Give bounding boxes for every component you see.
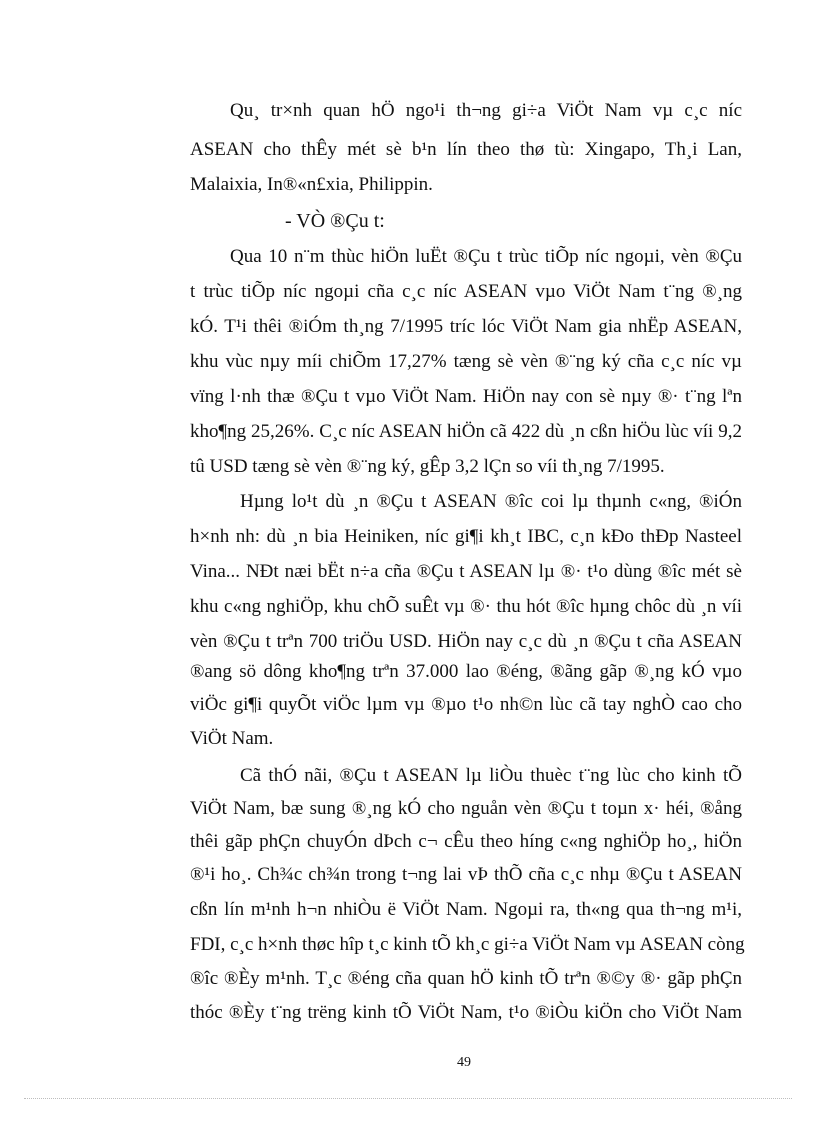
text-line: cßn lín m¹nh h¬n nhiÒu ë ViÖt Nam. Ngoµi ra, th«ng qua th¬ng m¹i,	[190, 899, 742, 920]
text-line: vèn ®Çu t trªn 700 triÖu USD. HiÖn nay c¸c dù ¸n ®Çu t cña ASEAN	[190, 631, 742, 652]
text-line: khu vùc nµy míi chiÕm 17,27% tæng sè vèn ®¨ng ký cña c¸c níc vµ	[190, 351, 742, 372]
text-line: tû USD tæng sè vèn ®¨ng ký, gÊp 3,2 lÇn so víi th¸ng 7/1995.	[190, 456, 665, 477]
text-line: thóc ®Èy t¨ng trëng kinh tÕ ViÖt Nam, t¹o ®iÒu kiÖn cho ViÖt Nam	[190, 1002, 742, 1023]
text-line: khu c«ng nghiÖp, khu chÕ suÊt vµ ®· thu hót ®îc hµng chôc dù ¸n víi	[190, 596, 742, 617]
text-line: ®¹i ho¸. Ch¾c ch¾n trong t¬ng lai vÞ thÕ cña c¸c nhµ ®Çu t ASEAN	[190, 864, 742, 885]
text-line: Malaixia, In®«n£xia, Philippin.	[190, 174, 433, 195]
text-line: Vina... NÐt næi bËt n÷a cña ®Çu t ASEAN lµ ®· t¹o dùng ®îc mét sè	[190, 561, 742, 582]
text-line: ViÖt Nam, bæ sung ®¸ng kÓ cho nguån vèn ®Çu t toµn x· héi, ®ång	[190, 798, 742, 819]
text-line: h×nh nh: dù ¸n bia Heiniken, níc gi¶i kh¸t IBC, c¸n kÐo thÐp Nasteel	[190, 526, 742, 547]
text-line: ®îc ®Èy m¹nh. T¸c ®éng cña quan hÖ kinh tÕ trªn ®©y ®· gãp phÇn	[190, 968, 742, 989]
text-line: ViÖt Nam.	[190, 728, 274, 749]
text-line: kÓ. T¹i thêi ®iÓm th¸ng 7/1995 tríc lóc ViÖt Nam gia nhËp ASEAN,	[190, 316, 742, 337]
text-line: Cã thÓ nãi, ®Çu t ASEAN lµ liÒu thuèc t¨ng lùc cho kinh tÕ	[240, 765, 742, 786]
text-line: FDI, c¸c h×nh thøc hîp t¸c kinh tÕ kh¸c gi÷a ViÖt Nam vµ ASEAN còng	[190, 934, 745, 955]
text-line: vïng l·nh thæ ®Çu t vµo ViÖt Nam. HiÖn nay con sè nµy ®· t¨ng lªn	[190, 386, 742, 407]
text-line: viÖc gi¶i quyÕt viÖc lµm vµ ®µo t¹o nh©n lùc cã tay nghÒ cao cho	[190, 694, 742, 715]
section-heading: - VÒ ®Çu t:	[285, 210, 385, 232]
text-line: Qua 10 n¨m thùc hiÖn luËt ®Çu t trùc tiÕp níc ngoµi, vèn ®Çu	[230, 246, 742, 267]
text-line: ASEAN cho thÊy mét sè b¹n lín theo thø tù: Xingapo, Th¸i Lan,	[190, 139, 742, 160]
text-line: Hµng lo¹t dù ¸n ®Çu t ASEAN ®îc coi lµ thµnh c«ng, ®iÓn	[240, 491, 742, 512]
text-line: ®ang sö dông kho¶ng trªn 37.000 lao ®éng, ®ãng gãp ®¸ng kÓ vµo	[190, 661, 742, 682]
footer-divider	[24, 1098, 792, 1099]
text-line: kho¶ng 25,26%. C¸c níc ASEAN hiÖn cã 422 dù ¸n cßn hiÖu lùc víi 9,2	[190, 421, 742, 442]
text-line: thêi gãp phÇn chuyÓn dÞch c¬ cÊu theo híng c«ng nghiÖp ho¸, hiÖn	[190, 831, 742, 852]
text-line: t trùc tiÕp níc ngoµi cña c¸c níc ASEAN vµo ViÖt Nam t¨ng ®¸ng	[190, 281, 742, 302]
text-line: Qu¸ tr×nh quan hÖ ngo¹i th¬ng gi÷a ViÖt Nam vµ c¸c níc	[230, 100, 742, 121]
page-number: 49	[457, 1055, 471, 1070]
